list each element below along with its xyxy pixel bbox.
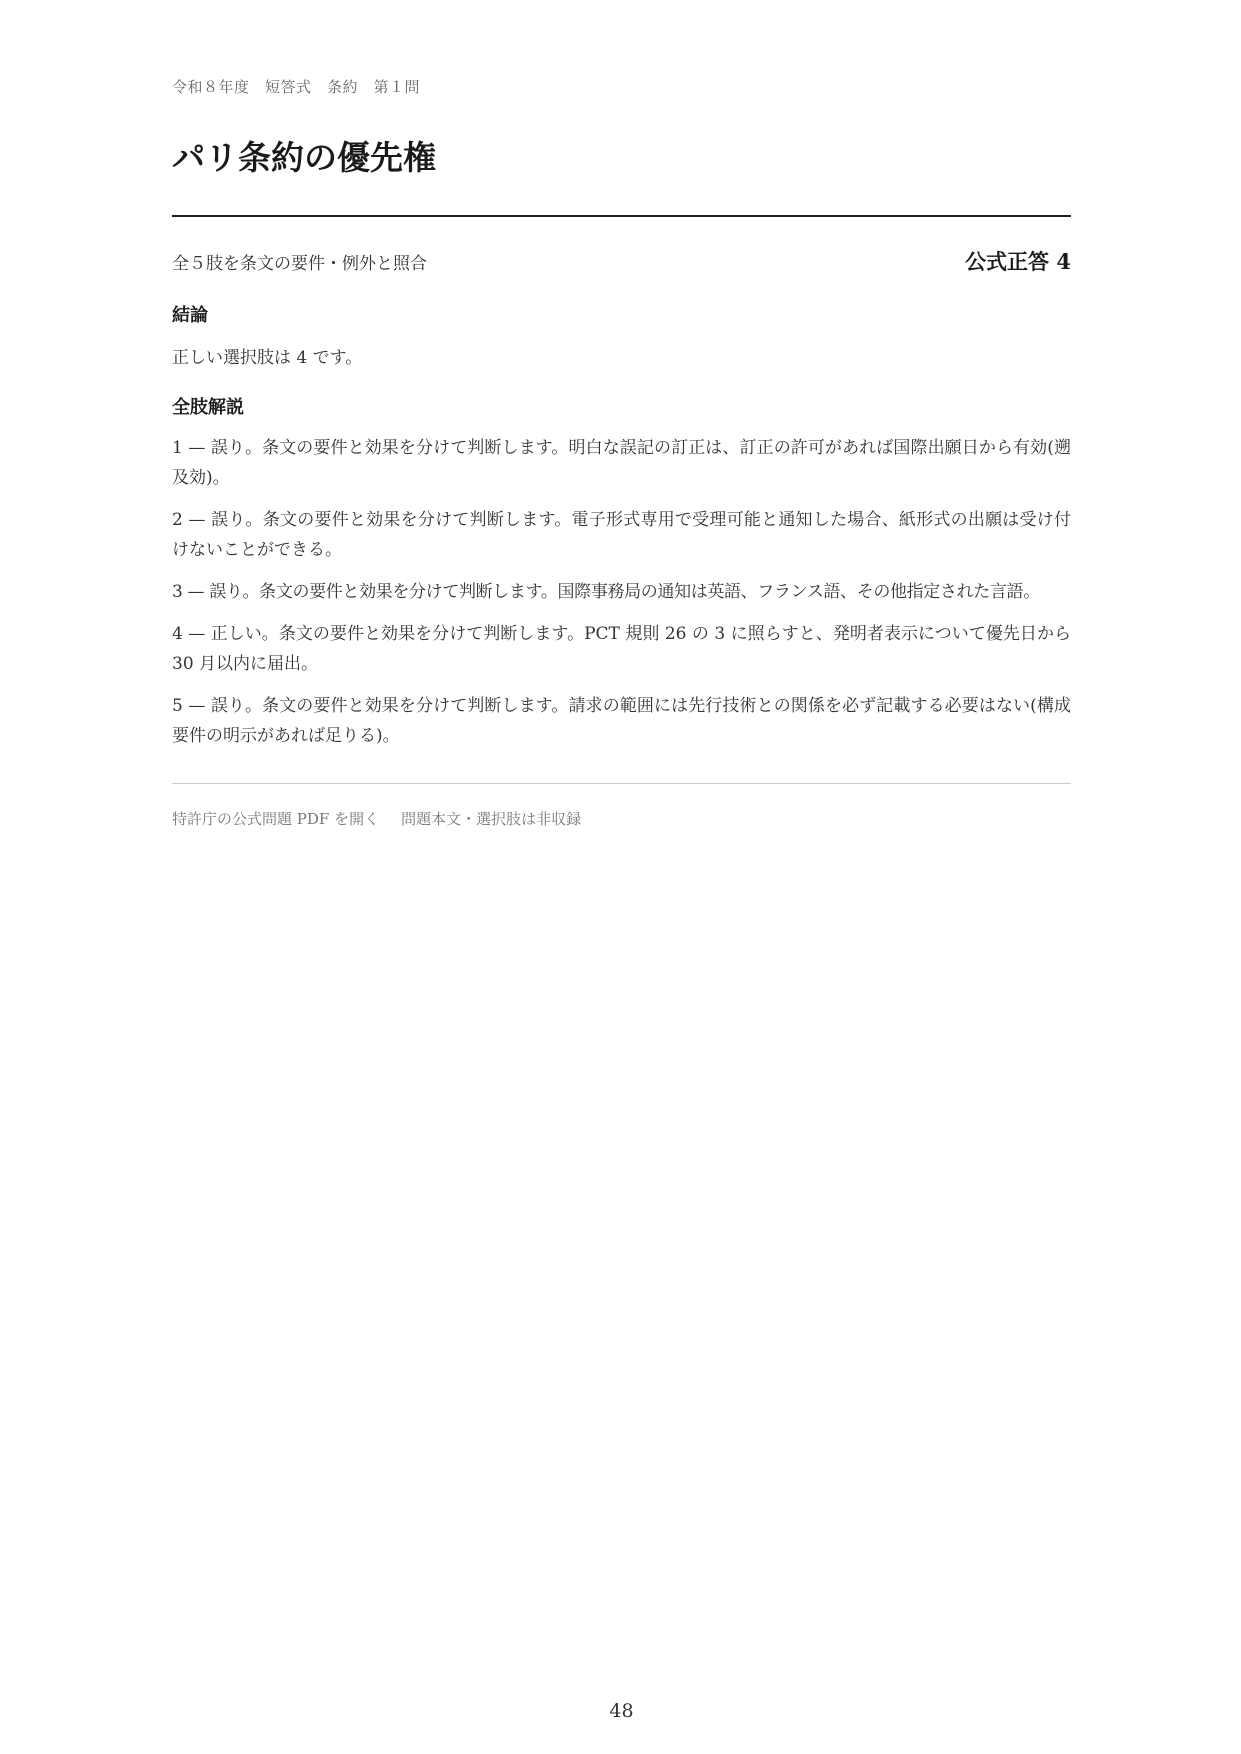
footer [172,808,581,829]
choice-explanation-4: 4 — 正しい。条文の要件と効果を分けて判断します。PCT 規則 26 の 3 に照らすと、発明者表示について優先日から 30 月以内に届出。 [172,624,1071,674]
summary-description: 全５肢を条文の要件・例外と照合 [172,254,427,274]
page-title: パリ条約の優先権 [172,138,436,177]
page-number: 48 [609,1700,634,1722]
footer-note: 問題本文・選択肢は非収録 [401,810,582,828]
choice-explanation-2: 2 — 誤り。条文の要件と効果を分けて判断します。電子形式専用で受理可能と通知した場合、紙形式の出願は受け付けないことができる。 [172,510,1071,560]
choice-list [172,433,1071,763]
document-page [172,0,1071,1754]
official-pdf-link[interactable]: 特許庁の公式問題 PDF を開く [172,810,380,828]
conclusion-heading: 結論 [172,305,208,326]
official-answer: 公式正答 4 [965,249,1071,274]
breadcrumb: 令和８年度 短答式 条約 第１問 [172,78,421,96]
explanations-heading: 全肢解説 [172,397,244,418]
choice-explanation-1: 1 — 誤り。条文の要件と効果を分けて判断します。明白な誤記の訂正は、訂正の許可があれば国際出願日から有効(遡及効)。 [172,438,1071,488]
conclusion-text: 正しい選択肢は 4 です。 [172,348,363,368]
summary-row [172,246,1071,276]
title-divider [172,215,1071,217]
choice-explanation-3: 3 — 誤り。条文の要件と効果を分けて判断します。国際事務局の通知は英語、フランス語、その他指定された言語。 [172,582,1040,602]
choice-explanation-5: 5 — 誤り。条文の要件と効果を分けて判断します。請求の範囲には先行技術との関係を必ず記載する必要はない(構成要件の明示があれば足りる)。 [172,696,1071,746]
footer-divider [172,783,1071,784]
